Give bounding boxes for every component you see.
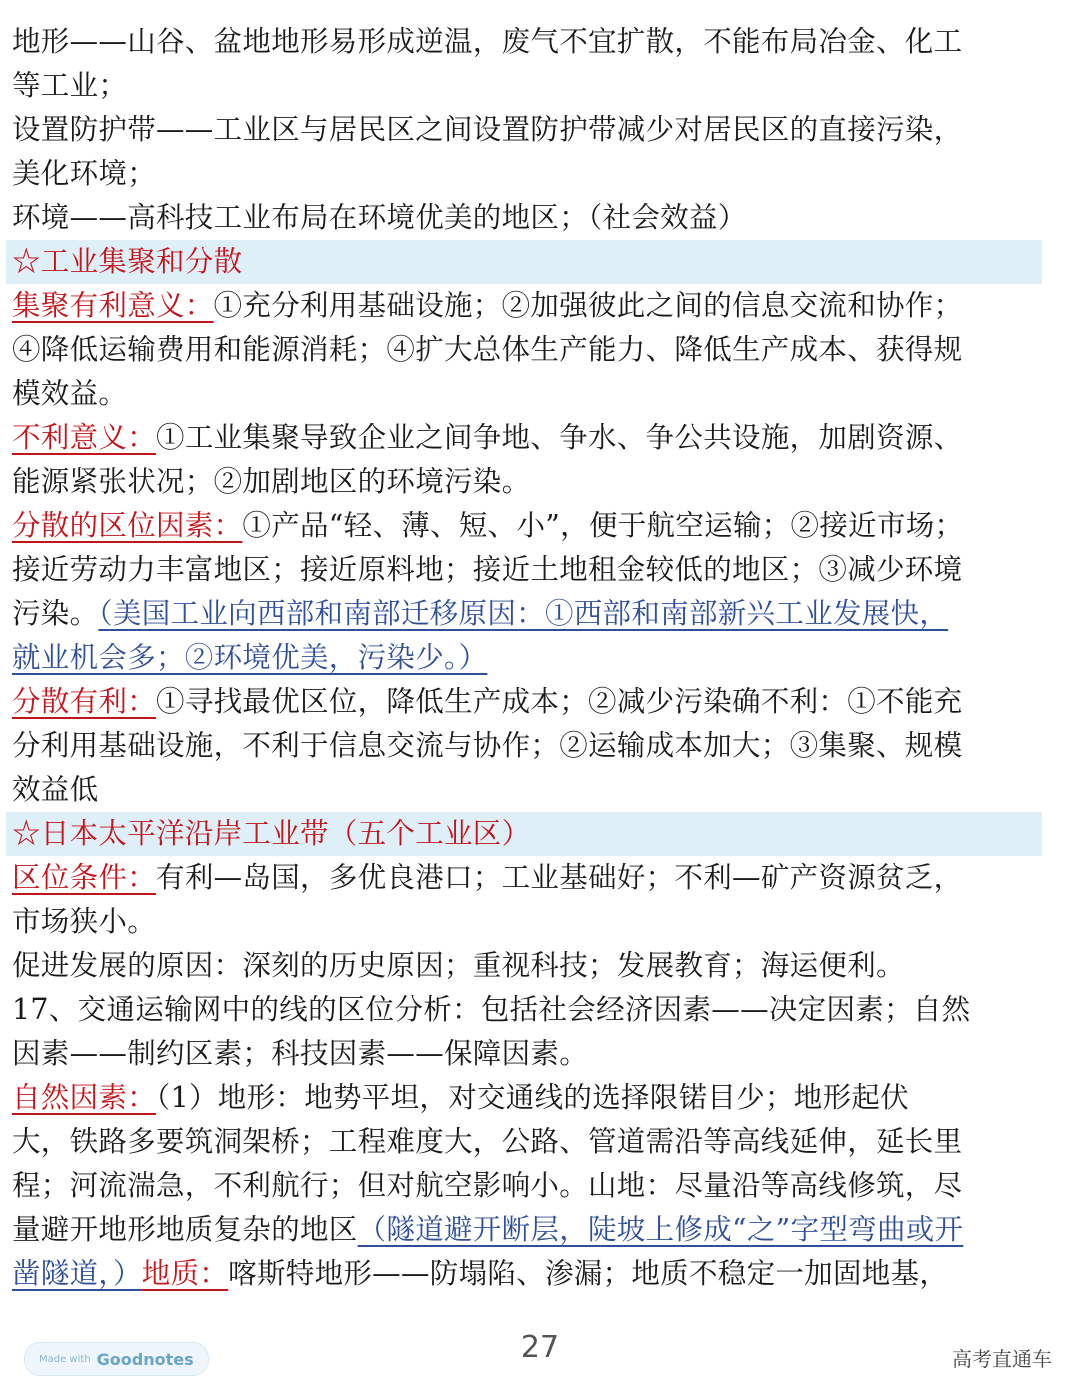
text-segment: 接近劳动力丰富地区；接近原料地；接近土地租金较低的地区；③减少环境	[12, 553, 963, 586]
text-line	[12, 1164, 1052, 1208]
text-segment: 市场狭小。	[12, 905, 157, 938]
section-heading	[6, 812, 1042, 856]
text-segment: 效益低	[12, 773, 99, 806]
text-line	[12, 1076, 1052, 1120]
text-segment: 设置防护带——工业区与居民区之间设置防护带减少对居民区的直接污染，	[12, 113, 963, 146]
text-line	[12, 592, 1052, 636]
text-line	[12, 988, 1052, 1032]
text-segment: ☆工业集聚和分散	[12, 245, 243, 278]
text-segment: 分利用基础设施，不利于信息交流与协作；②运输成本加大；③集聚、规模	[12, 729, 963, 762]
section-heading	[6, 240, 1042, 284]
text-segment: 因素——制约区素；科技因素——保障因素。	[12, 1037, 589, 1070]
text-segment: ①产品“轻、薄、短、小”，便于航空运输；②接近市场；	[242, 509, 964, 542]
text-line	[12, 328, 1052, 372]
badge-prefix: Made with	[39, 1353, 91, 1365]
text-line	[12, 108, 1052, 152]
text-line	[12, 460, 1052, 504]
text-line	[12, 152, 1052, 196]
text-line	[12, 548, 1052, 592]
key-term: 分散的区位因素：	[12, 509, 243, 542]
text-line	[12, 680, 1052, 724]
text-line	[12, 372, 1052, 416]
annotation-note: 就业机会多；②环境优美，污染少。）	[12, 641, 488, 674]
text-segment: 污染。	[12, 597, 99, 630]
text-line	[12, 1208, 1052, 1252]
text-segment: ☆日本太平洋沿岸工业带（五个工业区）	[12, 817, 531, 850]
text-line	[12, 944, 1052, 988]
text-line	[12, 768, 1052, 812]
text-segment: ①充分利用基础设施；②加强彼此之间的信息交流和协作；	[213, 289, 963, 322]
badge-brand: Goodnotes	[96, 1349, 194, 1369]
text-segment: 美化环境；	[12, 157, 157, 190]
text-segment: 模效益。	[12, 377, 128, 410]
text-segment: 有利—岛国，多优良港口；工业基础好；不利—矿产资源贫乏，	[156, 861, 963, 894]
annotation-note: （隧道避开断层，陡坡上修成“之”字型弯曲或开	[357, 1213, 964, 1246]
text-line	[12, 284, 1052, 328]
text-line	[12, 20, 1052, 64]
text-segment: 等工业；	[12, 69, 128, 102]
text-segment: 能源紧张状况；②加剧地区的环境污染。	[12, 465, 531, 498]
key-term: 自然因素：	[12, 1081, 157, 1114]
key-term: 地质：	[141, 1257, 229, 1290]
text-line	[12, 504, 1052, 548]
annotation-note: （美国工业向西部和南部迁移原因：①西部和南部新兴工业发展快，	[98, 597, 949, 630]
key-term: 分散有利：	[12, 685, 157, 718]
key-term: 区位条件：	[12, 861, 157, 894]
text-line	[12, 856, 1052, 900]
text-segment: 量避开地形地质复杂的地区	[12, 1213, 358, 1246]
text-segment: 程；河流湍急，不利航行；但对航空影响小。山地：尽量沿等高线修筑，尽	[12, 1169, 963, 1202]
text-segment: （1）地形：地势平坦，对交通线的选择限锘目少；地形起伏	[156, 1081, 909, 1114]
text-segment: 喀斯特地形——防塌陷、渗漏；地质不稳定一加固地基，	[228, 1257, 949, 1290]
key-term: 不利意义：	[12, 421, 157, 454]
text-line	[12, 416, 1052, 460]
text-segment: ①工业集聚导致企业之间争地、争水、争公共设施，加剧资源、	[156, 421, 963, 454]
text-segment: 地形——山谷、盆地地形易形成逆温，废气不宜扩散，不能布局冶金、化工	[12, 25, 963, 58]
text-line	[12, 196, 1052, 240]
text-segment: 17、交通运输网中的线的区位分析：包括社会经济因素——决定因素；自然	[12, 993, 971, 1026]
watermark-text: 高考直通车	[952, 1347, 1052, 1371]
page-number: 27	[520, 1330, 560, 1365]
text-segment: 促进发展的原因：深刻的历史原因；重视科技；发展教育；海运便利。	[12, 949, 905, 982]
text-segment: ①寻找最优区位，降低生产成本；②减少污染确不利：①不能充	[156, 685, 963, 718]
document-body	[12, 20, 1052, 1296]
text-segment: ④降低运输费用和能源消耗；④扩大总体生产能力、降低生产成本、获得规	[12, 333, 963, 366]
text-line	[12, 900, 1052, 944]
text-segment: 大，铁路多要筑洞架桥；工程难度大，公路、管道需沿等高线延伸，延长里	[12, 1125, 963, 1158]
text-line	[12, 64, 1052, 108]
annotation-note: 凿隧道，）	[12, 1257, 142, 1290]
text-line	[12, 1120, 1052, 1164]
text-line	[12, 636, 1052, 680]
text-line	[12, 724, 1052, 768]
key-term: 集聚有利意义：	[12, 289, 214, 322]
text-line	[12, 1032, 1052, 1076]
text-segment: 环境——高科技工业布局在环境优美的地区；（社会效益）	[12, 201, 747, 234]
text-line	[12, 1252, 1052, 1296]
